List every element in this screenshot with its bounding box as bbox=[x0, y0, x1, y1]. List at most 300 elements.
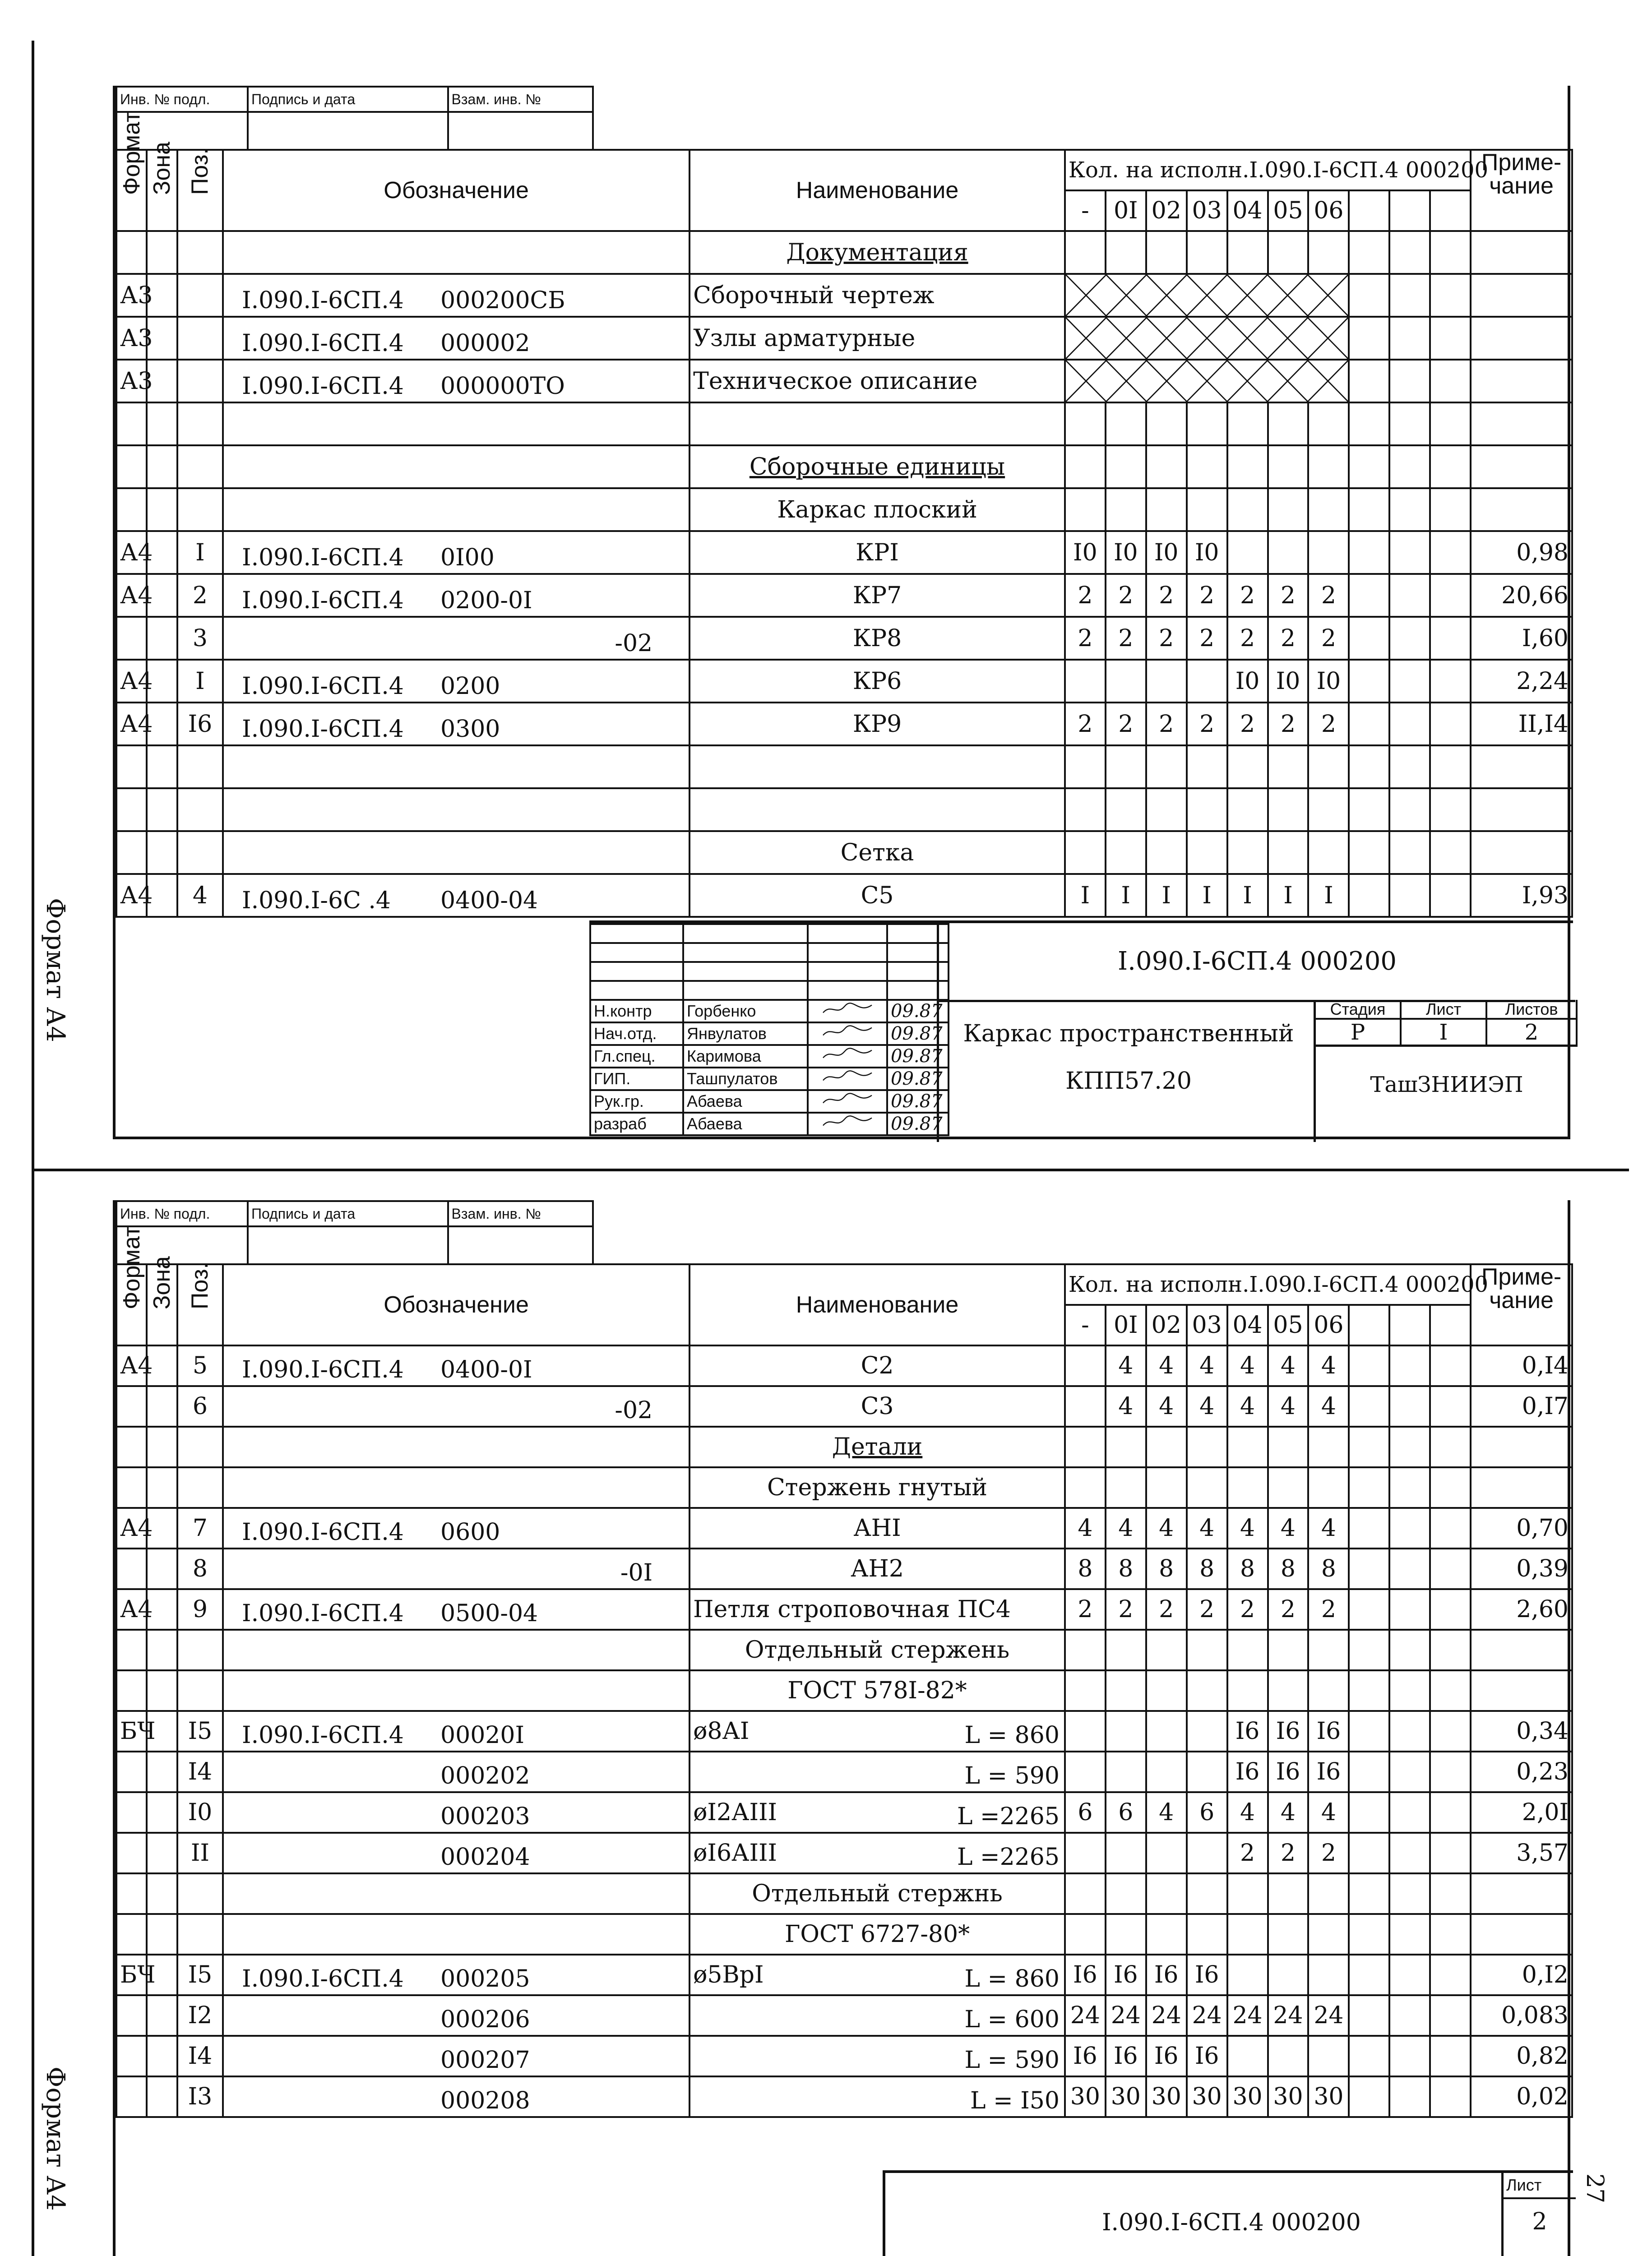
qty-cell bbox=[1389, 2036, 1430, 2076]
variant-header: 03 bbox=[1187, 1305, 1227, 1345]
name-cell bbox=[689, 1833, 1065, 1873]
qty-cell bbox=[1268, 402, 1309, 445]
spec-table-1 bbox=[116, 111, 1573, 918]
item-name: Сборочные единицы bbox=[749, 453, 1005, 481]
qty-cell: I6 bbox=[1187, 1955, 1227, 1995]
designation-cell bbox=[223, 1792, 689, 1833]
qty-cell bbox=[1349, 360, 1389, 402]
designation-cell bbox=[223, 1508, 689, 1549]
designation-cell bbox=[223, 703, 689, 745]
format-cell bbox=[116, 488, 147, 531]
note-cell bbox=[1471, 488, 1572, 531]
qty-cell: 24 bbox=[1268, 1995, 1309, 2036]
table-row bbox=[116, 574, 1572, 617]
crossed-cells bbox=[1065, 360, 1349, 402]
note-cell: 0,82 bbox=[1471, 2036, 1572, 2076]
qty-cell: 4 bbox=[1227, 1386, 1268, 1427]
qty-cell bbox=[1106, 788, 1146, 831]
pos-cell bbox=[177, 488, 223, 531]
qty-cell bbox=[1106, 488, 1146, 531]
format-cell bbox=[116, 1549, 147, 1589]
qty-cell: 4 bbox=[1227, 1508, 1268, 1549]
item-length: L = 600 bbox=[964, 2006, 1060, 2033]
qty-cell bbox=[1187, 231, 1227, 274]
specification-sheet-1 bbox=[113, 86, 1570, 1139]
format-cell bbox=[116, 445, 147, 488]
zone-cell bbox=[147, 2036, 177, 2076]
qty-cell bbox=[1268, 1630, 1309, 1670]
qty-cell bbox=[1187, 831, 1227, 874]
qty-cell bbox=[1389, 2076, 1430, 2117]
designation-base: I.090.I-6СП.4 bbox=[242, 1722, 404, 1749]
qty-cell bbox=[1146, 231, 1187, 274]
qty-cell bbox=[1065, 1711, 1106, 1752]
qty-cell bbox=[1389, 745, 1430, 788]
table-row bbox=[116, 788, 1572, 831]
qty-cell: 2 bbox=[1187, 617, 1227, 660]
designation-suffix: 0600 bbox=[440, 1519, 500, 1546]
qty-cell bbox=[1308, 1670, 1349, 1711]
sign-date: 09.87 bbox=[887, 1022, 949, 1045]
name-cell bbox=[689, 574, 1065, 617]
note-cell: 2,24 bbox=[1471, 660, 1572, 703]
format-header-text: Формат bbox=[118, 1226, 145, 1309]
note-header bbox=[1471, 1264, 1572, 1345]
qty-cell bbox=[1187, 1914, 1227, 1955]
qty-cell bbox=[1065, 1670, 1106, 1711]
name-cell bbox=[689, 1914, 1065, 1955]
name-cell bbox=[689, 1589, 1065, 1630]
person-name: Каримова bbox=[683, 1045, 808, 1068]
spec-table-2 bbox=[116, 1226, 1573, 2118]
qty-cell bbox=[1146, 1711, 1187, 1752]
designation-cell bbox=[223, 788, 689, 831]
footer-doc-code: I.090.I-6СП.4 000200 bbox=[1102, 2209, 1361, 2236]
qty-cell bbox=[1268, 1467, 1309, 1508]
sheet-label: Лист bbox=[1402, 1000, 1487, 1020]
format-cell bbox=[116, 745, 147, 788]
pos-cell bbox=[177, 788, 223, 831]
item-length: L = 590 bbox=[964, 1762, 1060, 1789]
qty-cell bbox=[1430, 1792, 1471, 1833]
qty-cell: 2 bbox=[1146, 703, 1187, 745]
qty-cell bbox=[1308, 1914, 1349, 1955]
qty-cell bbox=[1146, 788, 1187, 831]
item-name: ø5ВрI bbox=[693, 1961, 764, 1988]
qty-cell bbox=[1430, 2036, 1471, 2076]
designation-cell bbox=[223, 745, 689, 788]
note-cell bbox=[1471, 402, 1572, 445]
item-length: L = 860 bbox=[964, 1965, 1060, 1992]
name-cell bbox=[689, 1427, 1065, 1467]
qty-cell: I6 bbox=[1268, 1711, 1309, 1752]
qty-cell bbox=[1430, 660, 1471, 703]
qty-cell: 4 bbox=[1268, 1345, 1309, 1386]
signature-image bbox=[808, 1068, 887, 1090]
qty-cell bbox=[1187, 745, 1227, 788]
variant-header: 04 bbox=[1227, 190, 1268, 231]
qty-cell: I bbox=[1268, 874, 1309, 917]
qty-cell bbox=[1308, 1630, 1349, 1670]
format-cell bbox=[116, 1752, 147, 1792]
name-cell bbox=[689, 1955, 1065, 1995]
note-cell: 3,57 bbox=[1471, 1833, 1572, 1873]
qty-cell bbox=[1349, 874, 1389, 917]
item-name: øI6АIII bbox=[693, 1840, 777, 1867]
note-header bbox=[1471, 150, 1572, 231]
designation-base: I.090.I-6СП.4 bbox=[242, 330, 404, 357]
format-cell bbox=[116, 788, 147, 831]
qty-cell: 2 bbox=[1268, 1833, 1309, 1873]
qty-cell bbox=[1146, 831, 1187, 874]
table-row bbox=[116, 1589, 1572, 1630]
footer-block bbox=[883, 2170, 1573, 2256]
qty-cell: I6 bbox=[1065, 1955, 1106, 1995]
qty-cell bbox=[1349, 831, 1389, 874]
zone-cell bbox=[147, 1873, 177, 1914]
zone-cell bbox=[147, 745, 177, 788]
qty-cell bbox=[1430, 402, 1471, 445]
pos-cell bbox=[177, 402, 223, 445]
qty-cell: 2 bbox=[1227, 703, 1268, 745]
item-length: L = 860 bbox=[964, 1722, 1060, 1749]
qty-cell bbox=[1430, 1955, 1471, 1995]
signature-image bbox=[808, 1000, 887, 1022]
format-cell: БЧ bbox=[116, 1955, 147, 1995]
item-name: КР8 bbox=[852, 624, 902, 652]
qty-cell: 2 bbox=[1227, 1589, 1268, 1630]
qty-cell bbox=[1268, 1955, 1309, 1995]
qty-cell bbox=[1308, 1955, 1349, 1995]
qty-cell bbox=[1146, 1873, 1187, 1914]
format-cell: А4 bbox=[116, 874, 147, 917]
qty-cell bbox=[1065, 660, 1106, 703]
designation-suffix: 0500-04 bbox=[440, 1600, 538, 1627]
qty-cell: 4 bbox=[1146, 1792, 1187, 1833]
qty-cell bbox=[1065, 1467, 1106, 1508]
designation-cell bbox=[223, 531, 689, 574]
note-cell: 0,I4 bbox=[1471, 1345, 1572, 1386]
zone-cell bbox=[147, 1995, 177, 2036]
table-row bbox=[116, 2076, 1572, 2117]
doc-title: Каркас пространственный bbox=[963, 1020, 1294, 1047]
qty-cell: 4 bbox=[1106, 1386, 1146, 1427]
qty-cell bbox=[1065, 1752, 1106, 1792]
qty-cell: 24 bbox=[1187, 1995, 1227, 2036]
zone-cell bbox=[147, 831, 177, 874]
designation-suffix: 0400-0I bbox=[440, 1356, 532, 1383]
format-cell bbox=[116, 1914, 147, 1955]
qty-cell bbox=[1187, 788, 1227, 831]
designation-cell bbox=[223, 1386, 689, 1427]
name-cell bbox=[689, 617, 1065, 660]
pos-cell: 5 bbox=[177, 1345, 223, 1386]
designation-suffix: -02 bbox=[615, 630, 653, 657]
designation-cell bbox=[223, 1630, 689, 1670]
name-cell bbox=[689, 1508, 1065, 1549]
qty-cell bbox=[1349, 317, 1389, 360]
pos-cell: 2 bbox=[177, 574, 223, 617]
designation-base: I.090.I-6СП.4 bbox=[242, 1965, 404, 1992]
designation-base: I.090.I-6СП.4 bbox=[242, 1600, 404, 1627]
pos-cell: I4 bbox=[177, 2036, 223, 2076]
qty-cell bbox=[1187, 1670, 1227, 1711]
table-row bbox=[116, 445, 1572, 488]
format-cell bbox=[116, 1467, 147, 1508]
pos-cell bbox=[177, 445, 223, 488]
person-name: Абаева bbox=[683, 1090, 808, 1113]
qty-cell bbox=[1308, 1873, 1349, 1914]
item-name: КР6 bbox=[852, 667, 902, 695]
pos-cell: I5 bbox=[177, 1711, 223, 1752]
variant-header: 05 bbox=[1268, 1305, 1309, 1345]
format-cell bbox=[116, 1630, 147, 1670]
name-cell bbox=[689, 1873, 1065, 1914]
stage-label: Стадия bbox=[1316, 1000, 1402, 1020]
qty-cell bbox=[1349, 1873, 1389, 1914]
qty-cell bbox=[1430, 1549, 1471, 1589]
name-cell bbox=[689, 402, 1065, 445]
qty-cell bbox=[1268, 2036, 1309, 2076]
item-name: Каркас плоский bbox=[777, 496, 977, 523]
qty-cell bbox=[1389, 1752, 1430, 1792]
sign-date-label: Подпись и дата bbox=[248, 87, 448, 112]
qty-cell bbox=[1227, 2036, 1268, 2076]
designation-suffix: 000207 bbox=[440, 2047, 530, 2074]
zone-cell bbox=[147, 1549, 177, 1589]
qty-cell bbox=[1349, 1752, 1389, 1792]
sheet-value: I bbox=[1402, 1020, 1487, 1047]
table-row bbox=[116, 488, 1572, 531]
qty-cell bbox=[1430, 317, 1471, 360]
qty-cell bbox=[1430, 1995, 1471, 2036]
pos-cell: I bbox=[177, 660, 223, 703]
name-cell bbox=[689, 660, 1065, 703]
table-row bbox=[116, 617, 1572, 660]
table-row bbox=[116, 1833, 1572, 1873]
qty-cell: 4 bbox=[1146, 1386, 1187, 1427]
qty-cell: 4 bbox=[1227, 1345, 1268, 1386]
qty-cell: 2 bbox=[1268, 617, 1309, 660]
qty-cell: 30 bbox=[1227, 2076, 1268, 2117]
qty-cell bbox=[1146, 1467, 1187, 1508]
qty-cell: 4 bbox=[1065, 1508, 1106, 1549]
qty-cell bbox=[1187, 402, 1227, 445]
qty-header: Кол. на исполн.I.090.I-6СП.4 000200 bbox=[1065, 150, 1471, 190]
note-cell bbox=[1471, 1467, 1572, 1508]
note-cell bbox=[1471, 1914, 1572, 1955]
qty-cell bbox=[1389, 703, 1430, 745]
pos-cell: 3 bbox=[177, 617, 223, 660]
item-length: L = 590 bbox=[964, 2047, 1060, 2074]
item-length: L =2265 bbox=[957, 1803, 1060, 1830]
signature-image bbox=[808, 1090, 887, 1113]
variant-header: - bbox=[1065, 190, 1106, 231]
zone-header bbox=[147, 142, 177, 231]
variant-header bbox=[1430, 190, 1471, 231]
variant-header: 0I bbox=[1106, 190, 1146, 231]
qty-cell bbox=[1430, 531, 1471, 574]
pos-cell: I2 bbox=[177, 1995, 223, 2036]
format-cell: А4 bbox=[116, 1345, 147, 1386]
designation-suffix: 0400-04 bbox=[440, 887, 538, 914]
crossed-cells bbox=[1065, 317, 1349, 360]
qty-cell: I0 bbox=[1187, 531, 1227, 574]
qty-cell bbox=[1268, 488, 1309, 531]
designation-cell bbox=[223, 1549, 689, 1589]
designation-cell bbox=[223, 1670, 689, 1711]
qty-cell bbox=[1389, 360, 1430, 402]
designation-base: I.090.I-6СП.4 bbox=[242, 1519, 404, 1546]
crossed-cells bbox=[1065, 274, 1349, 317]
qty-cell bbox=[1227, 531, 1268, 574]
qty-cell bbox=[1389, 874, 1430, 917]
qty-cell: I0 bbox=[1227, 660, 1268, 703]
qty-cell bbox=[1389, 1386, 1430, 1427]
name-cell bbox=[689, 1995, 1065, 2036]
qty-cell bbox=[1146, 745, 1187, 788]
qty-cell: 4 bbox=[1106, 1345, 1146, 1386]
item-name: Сетка bbox=[840, 839, 914, 866]
designation-base: I.090.I-6СП.4 bbox=[242, 1356, 404, 1383]
table-row bbox=[116, 1711, 1572, 1752]
qty-cell bbox=[1308, 1427, 1349, 1467]
qty-cell: 2 bbox=[1106, 703, 1146, 745]
note-cell: II,I4 bbox=[1471, 703, 1572, 745]
qty-cell: I6 bbox=[1146, 2036, 1187, 2076]
name-cell bbox=[689, 745, 1065, 788]
signatures-table bbox=[589, 923, 949, 1136]
qty-cell bbox=[1065, 1427, 1106, 1467]
zone-cell bbox=[147, 617, 177, 660]
qty-cell: 2 bbox=[1308, 1833, 1349, 1873]
item-name: Узлы арматурные bbox=[693, 324, 916, 352]
qty-cell bbox=[1227, 1914, 1268, 1955]
qty-cell bbox=[1106, 1873, 1146, 1914]
qty-cell bbox=[1389, 402, 1430, 445]
qty-cell bbox=[1227, 831, 1268, 874]
qty-cell bbox=[1227, 745, 1268, 788]
note-cell bbox=[1471, 1670, 1572, 1711]
table-row bbox=[116, 2036, 1572, 2076]
qty-cell: I bbox=[1065, 874, 1106, 917]
format-header bbox=[116, 1226, 147, 1345]
pos-cell bbox=[177, 1914, 223, 1955]
qty-cell: 30 bbox=[1308, 2076, 1349, 2117]
qty-cell bbox=[1106, 402, 1146, 445]
qty-cell: 6 bbox=[1187, 1792, 1227, 1833]
qty-cell: 2 bbox=[1227, 1833, 1268, 1873]
sign-date-label: Подпись и дата bbox=[248, 1201, 448, 1226]
item-name: КР9 bbox=[852, 710, 902, 738]
qty-cell bbox=[1389, 617, 1430, 660]
name-cell bbox=[689, 1711, 1065, 1752]
item-name: С5 bbox=[861, 882, 894, 909]
item-name: Документация bbox=[786, 239, 968, 266]
qty-cell bbox=[1106, 1467, 1146, 1508]
note-cell bbox=[1471, 1873, 1572, 1914]
note-cell: 0,23 bbox=[1471, 1752, 1572, 1792]
variant-header: 05 bbox=[1268, 190, 1309, 231]
signature-row bbox=[590, 1113, 949, 1135]
qty-cell: I bbox=[1106, 874, 1146, 917]
name-cell bbox=[689, 531, 1065, 574]
qty-cell bbox=[1349, 445, 1389, 488]
qty-cell bbox=[1065, 402, 1106, 445]
qty-cell bbox=[1430, 574, 1471, 617]
note-cell: 2,0I bbox=[1471, 1792, 1572, 1833]
note-cell: 2,60 bbox=[1471, 1589, 1572, 1630]
name-cell bbox=[689, 1670, 1065, 1711]
table-row bbox=[116, 1386, 1572, 1427]
qty-cell bbox=[1430, 1467, 1471, 1508]
signature-row bbox=[590, 1090, 949, 1113]
footer-sheet-label: Лист bbox=[1504, 2173, 1576, 2199]
role-cell: ГИП. bbox=[590, 1068, 683, 1090]
qty-cell bbox=[1146, 1630, 1187, 1670]
table-row bbox=[116, 1630, 1572, 1670]
qty-cell bbox=[1146, 1670, 1187, 1711]
zone-cell bbox=[147, 1752, 177, 1792]
qty-cell bbox=[1065, 488, 1106, 531]
qty-cell bbox=[1389, 1467, 1430, 1508]
note-cell bbox=[1471, 360, 1572, 402]
pos-cell: 8 bbox=[177, 1549, 223, 1589]
qty-cell bbox=[1227, 1955, 1268, 1995]
name-header bbox=[689, 150, 1065, 231]
qty-cell: 2 bbox=[1268, 574, 1309, 617]
format-cell bbox=[116, 231, 147, 274]
note-cell bbox=[1471, 788, 1572, 831]
qty-cell bbox=[1389, 1955, 1430, 1995]
variant-header bbox=[1349, 1305, 1389, 1345]
item-name: Петля строповочная ПС4 bbox=[693, 1596, 1011, 1623]
qty-cell bbox=[1430, 1752, 1471, 1792]
qty-cell bbox=[1349, 2036, 1389, 2076]
note-cell bbox=[1471, 274, 1572, 317]
note-cell: 0,I2 bbox=[1471, 1955, 1572, 1995]
zone-header bbox=[147, 1256, 177, 1345]
side-label-page1: Формат А4 bbox=[41, 898, 70, 1042]
qty-cell: 4 bbox=[1308, 1386, 1349, 1427]
designation-cell bbox=[223, 1914, 689, 1955]
item-length: L = I50 bbox=[970, 2087, 1060, 2114]
qty-cell bbox=[1430, 1873, 1471, 1914]
name-cell bbox=[689, 488, 1065, 531]
qty-cell: 30 bbox=[1187, 2076, 1227, 2117]
pos-cell: 9 bbox=[177, 1589, 223, 1630]
qty-cell bbox=[1065, 445, 1106, 488]
signature-row bbox=[590, 1022, 949, 1045]
note-cell bbox=[1471, 1427, 1572, 1467]
qty-cell bbox=[1389, 788, 1430, 831]
qty-cell: 2 bbox=[1065, 703, 1106, 745]
pos-cell bbox=[177, 1427, 223, 1467]
qty-cell bbox=[1349, 1549, 1389, 1589]
pos-cell: II bbox=[177, 1833, 223, 1873]
qty-cell bbox=[1268, 788, 1309, 831]
designation-cell bbox=[223, 660, 689, 703]
zone-header-text: Зона bbox=[149, 1256, 176, 1309]
item-name: ø8АI bbox=[693, 1718, 750, 1745]
qty-cell: 30 bbox=[1146, 2076, 1187, 2117]
item-name: КР7 bbox=[852, 582, 902, 609]
qty-cell bbox=[1430, 788, 1471, 831]
item-name: øI2АIII bbox=[693, 1799, 777, 1826]
qty-cell bbox=[1430, 831, 1471, 874]
qty-cell bbox=[1349, 1589, 1389, 1630]
qty-cell bbox=[1430, 2076, 1471, 2117]
